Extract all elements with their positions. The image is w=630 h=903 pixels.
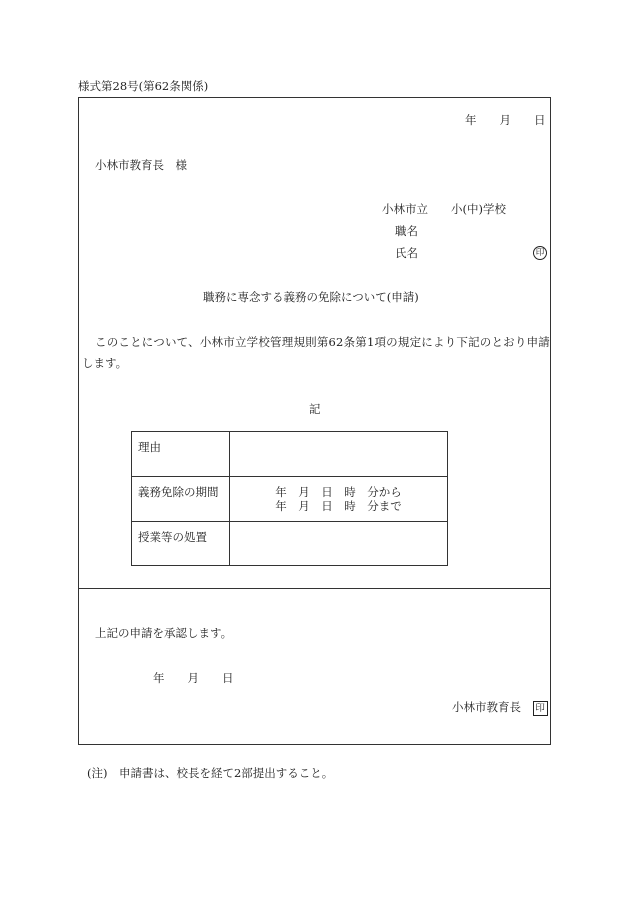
applicant-school: 小林市立 小(中)学校 xyxy=(382,202,506,216)
ki-heading: 記 xyxy=(309,402,321,416)
seal-square-icon: 印 xyxy=(533,701,548,716)
applicant-seal xyxy=(533,245,547,260)
table-row-reason xyxy=(132,432,448,477)
addressee: 小林市教育長 様 xyxy=(95,158,187,172)
seal-circle-icon: 印 xyxy=(533,246,547,260)
approver-block xyxy=(452,700,548,716)
period-from: 年 月 日 時 分から xyxy=(275,485,402,499)
footnote: (注) 申請書は、校長を経て2部提出すること。 xyxy=(87,766,334,780)
approval-divider xyxy=(78,588,551,589)
approval-date: 年 月 日 xyxy=(153,671,234,685)
period-block xyxy=(230,477,447,513)
document-title: 職務に専念する義務の免除について(申請) xyxy=(203,290,419,304)
reason-label: 理由 xyxy=(132,432,230,477)
approver-title: 小林市教育長 xyxy=(452,700,521,714)
reason-field[interactable] xyxy=(230,432,448,477)
period-field[interactable] xyxy=(230,477,448,522)
measures-label: 授業等の処置 xyxy=(132,522,230,566)
application-date: 年 月 日 xyxy=(465,113,546,127)
applicant-name-label: 氏名 xyxy=(395,246,418,260)
period-label: 義務免除の期間 xyxy=(132,477,230,522)
approval-text: 上記の申請を承認します。 xyxy=(95,626,233,640)
body-text-line2: します。 xyxy=(82,356,128,370)
body-text-line1: このことについて、小林市立学校管理規則第62条第1項の規定により下記のとおり申請 xyxy=(95,335,550,349)
form-frame xyxy=(78,97,551,745)
applicant-position-label: 職名 xyxy=(395,224,418,238)
table-row-measures xyxy=(132,522,448,566)
table-row-period xyxy=(132,477,448,522)
measures-field[interactable] xyxy=(230,522,448,566)
details-table xyxy=(131,431,448,566)
period-to: 年 月 日 時 分まで xyxy=(275,499,402,513)
form-header: 様式第28号(第62条関係) xyxy=(78,79,209,93)
